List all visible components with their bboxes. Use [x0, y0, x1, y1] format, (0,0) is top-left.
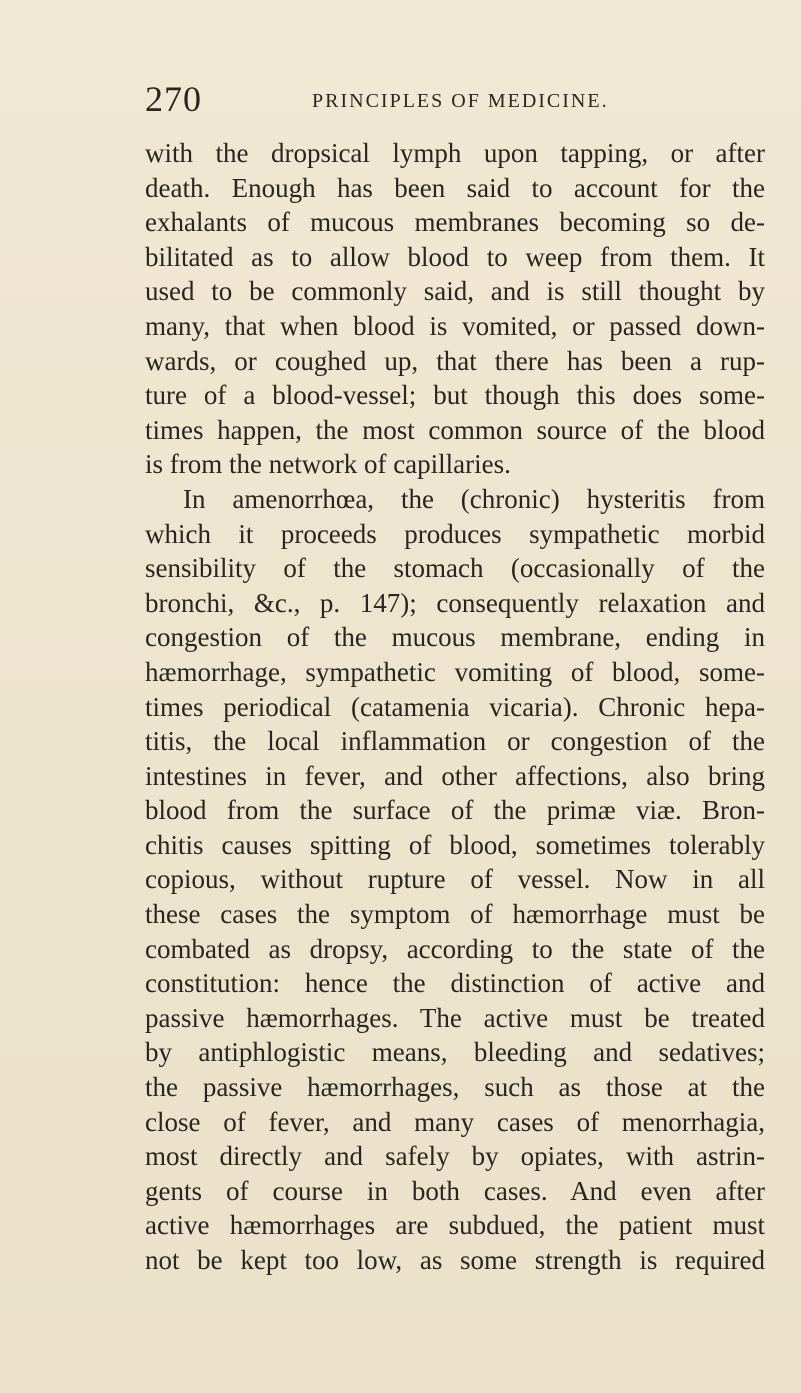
text-line: times happen, the most common source of the blood: [145, 414, 765, 445]
text-line: gents of course in both cases. And even after: [145, 1175, 765, 1206]
text-line: intestines in fever, and other affections, also bring: [145, 760, 765, 791]
text-line: copious, without rupture of vessel. Now in all: [145, 864, 765, 895]
text-line: sensibility of the stomach (occasionally of the: [145, 553, 765, 584]
text-line: blood from the surface of the primæ viæ. Bron-: [145, 795, 765, 826]
text-line: used to be commonly said, and is still thought by: [145, 276, 765, 307]
text-line: which it proceeds produces sympathetic morbid: [145, 518, 765, 549]
text-line: congestion of the mucous membrane, ending in: [145, 622, 765, 653]
text-line: these cases the symptom of hæmorrhage must be: [145, 899, 765, 930]
text-line: close of fever, and many cases of menorrhagia,: [145, 1106, 765, 1137]
text-line: hæmorrhage, sympathetic vomiting of blood, some-: [145, 656, 765, 687]
text-line: by antiphlogistic means, bleeding and sedatives;: [145, 1037, 765, 1068]
text-line: bilitated as to allow blood to weep from them. It: [145, 241, 765, 272]
text-line: with the dropsical lymph upon tapping, or after: [145, 138, 765, 168]
page-number: 270: [145, 79, 202, 119]
text-line: most directly and safely by opiates, with astrin-: [145, 1141, 765, 1172]
body-text: [145, 136, 765, 1278]
text-line: death. Enough has been said to account for the: [145, 172, 765, 203]
text-line: active hæmorrhages are subdued, the patient must: [145, 1210, 765, 1241]
text-line: constitution: hence the distinction of active and: [145, 968, 765, 999]
text-line: combated as dropsy, according to the state of the: [145, 933, 765, 964]
text-line: passive hæmorrhages. The active must be treated: [145, 1002, 765, 1033]
paragraph-end-line: is from the network of capillaries.: [145, 449, 511, 480]
running-head: [145, 78, 765, 118]
text-line: the passive hæmorrhages, such as those at the: [145, 1072, 765, 1103]
text-line: bronchi, &c., p. 147); consequently relaxation and: [145, 587, 765, 618]
running-title: PRINCIPLES OF MEDICINE.: [312, 90, 609, 112]
text-line: many, that when blood is vomited, or passed down-: [145, 310, 765, 341]
text-line: wards, or coughed up, that there has been a rup-: [145, 345, 765, 376]
text-line: exhalants of mucous membranes becoming so de-: [145, 207, 765, 238]
text-line: not be kept too low, as some strength is required: [145, 1245, 765, 1275]
text-line: titis, the local inflammation or congestion of the: [145, 726, 765, 757]
text-line: times periodical (catamenia vicaria). Chronic hepa-: [145, 691, 765, 722]
text-line: chitis causes spitting of blood, sometimes tolerably: [145, 829, 765, 860]
paragraph-start-line: In amenorrhœa, the (chronic) hysteritis from: [183, 483, 765, 514]
text-line: ture of a blood-vessel; but though this does some-: [145, 380, 765, 411]
